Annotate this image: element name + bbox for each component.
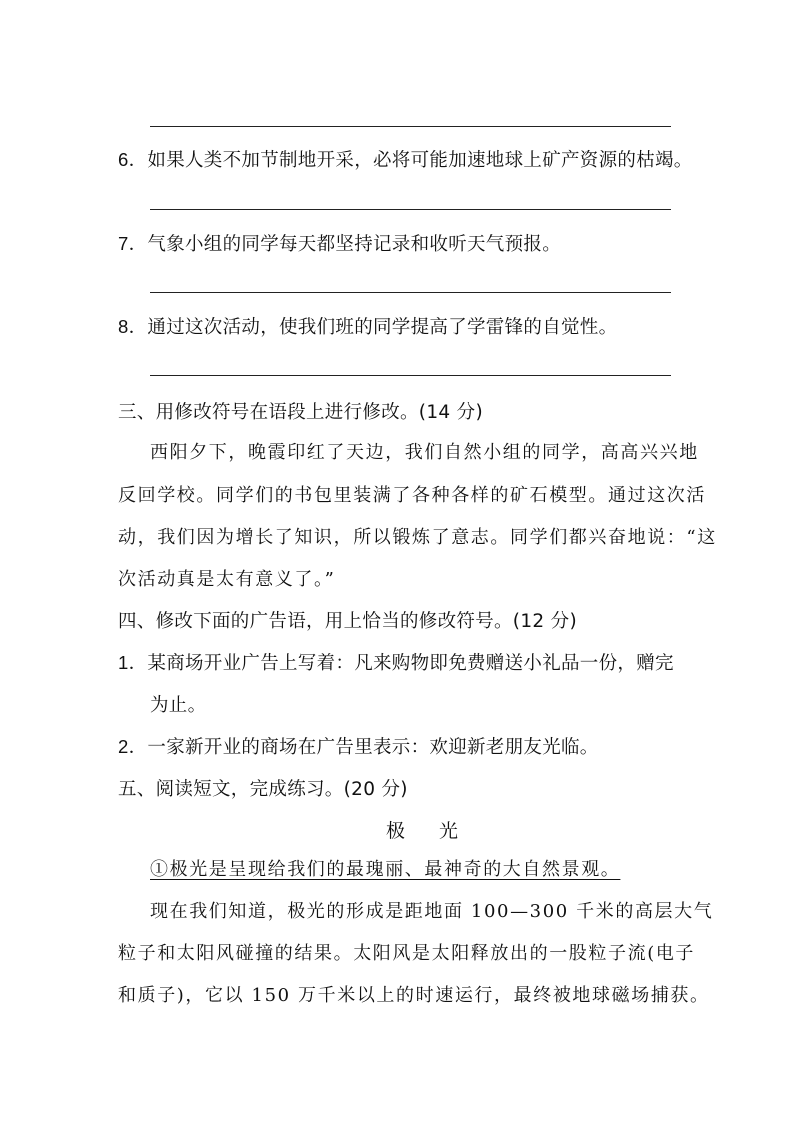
section-3-heading: 三、用修改符号在语段上进行修改。(14 分) (118, 402, 483, 423)
paragraph-line: 次活动真是太有意义了。” (118, 569, 336, 590)
paragraph-line: 粒子和太阳风碰撞的结果。太阳风是太阳释放出的一股粒子流(电子 (118, 943, 696, 964)
item-number: 2． (118, 736, 148, 757)
paragraph-line: 和质子)，它以 150 万千米以上的时速运行，最终被地球磁场捕获。 (118, 985, 710, 1006)
paragraph-line: 西阳夕下，晚霞印红了天边，我们自然小组的同学，高高兴兴地 (150, 442, 699, 463)
ad-item-2 (118, 733, 599, 759)
question-number: 6． (118, 149, 148, 170)
question-7 (118, 230, 561, 256)
underlined-sentence: ①极光是呈现给我们的最瑰丽、最神奇的大自然景观。 (150, 859, 621, 880)
paragraph-line: 反回学校。同学们的书包里装满了各种各样的矿石模型。通过这次活 (118, 485, 706, 506)
question-8 (118, 313, 617, 339)
answer-line (150, 292, 671, 293)
question-number: 8． (118, 316, 148, 337)
ad-item-1 (118, 649, 674, 675)
question-6 (118, 146, 693, 172)
answer-line (150, 209, 671, 210)
ad-item-1-continuation: 为止。 (150, 695, 207, 716)
article-title: 极 光 (386, 820, 473, 842)
paragraph-line: 现在我们知道，极光的形成是距地面 100—300 千米的高层大气 (150, 901, 714, 922)
question-text: 如果人类不加节制地开采，必将可能加速地球上矿产资源的枯竭。 (147, 150, 693, 171)
question-text: 气象小组的同学每天都坚持记录和收听天气预报。 (147, 234, 561, 255)
answer-line (150, 375, 671, 376)
item-number: 1． (118, 652, 148, 673)
section-5-heading: 五、阅读短文，完成练习。(20 分) (118, 779, 408, 800)
item-text: 某商场开业广告上写着：凡来购物即免费赠送小礼品一份，赠完 (147, 653, 674, 674)
question-text: 通过这次活动，使我们班的同学提高了学雷锋的自觉性。 (147, 317, 618, 338)
item-text: 一家新开业的商场在广告里表示：欢迎新老朋友光临。 (147, 737, 599, 758)
paragraph-line: 动，我们因为增长了知识，所以锻炼了意志。同学们都兴奋地说：“这 (118, 527, 717, 548)
answer-line (150, 126, 671, 127)
section-4-heading: 四、修改下面的广告语，用上恰当的修改符号。(12 分) (118, 611, 577, 632)
question-number: 7． (118, 233, 148, 254)
